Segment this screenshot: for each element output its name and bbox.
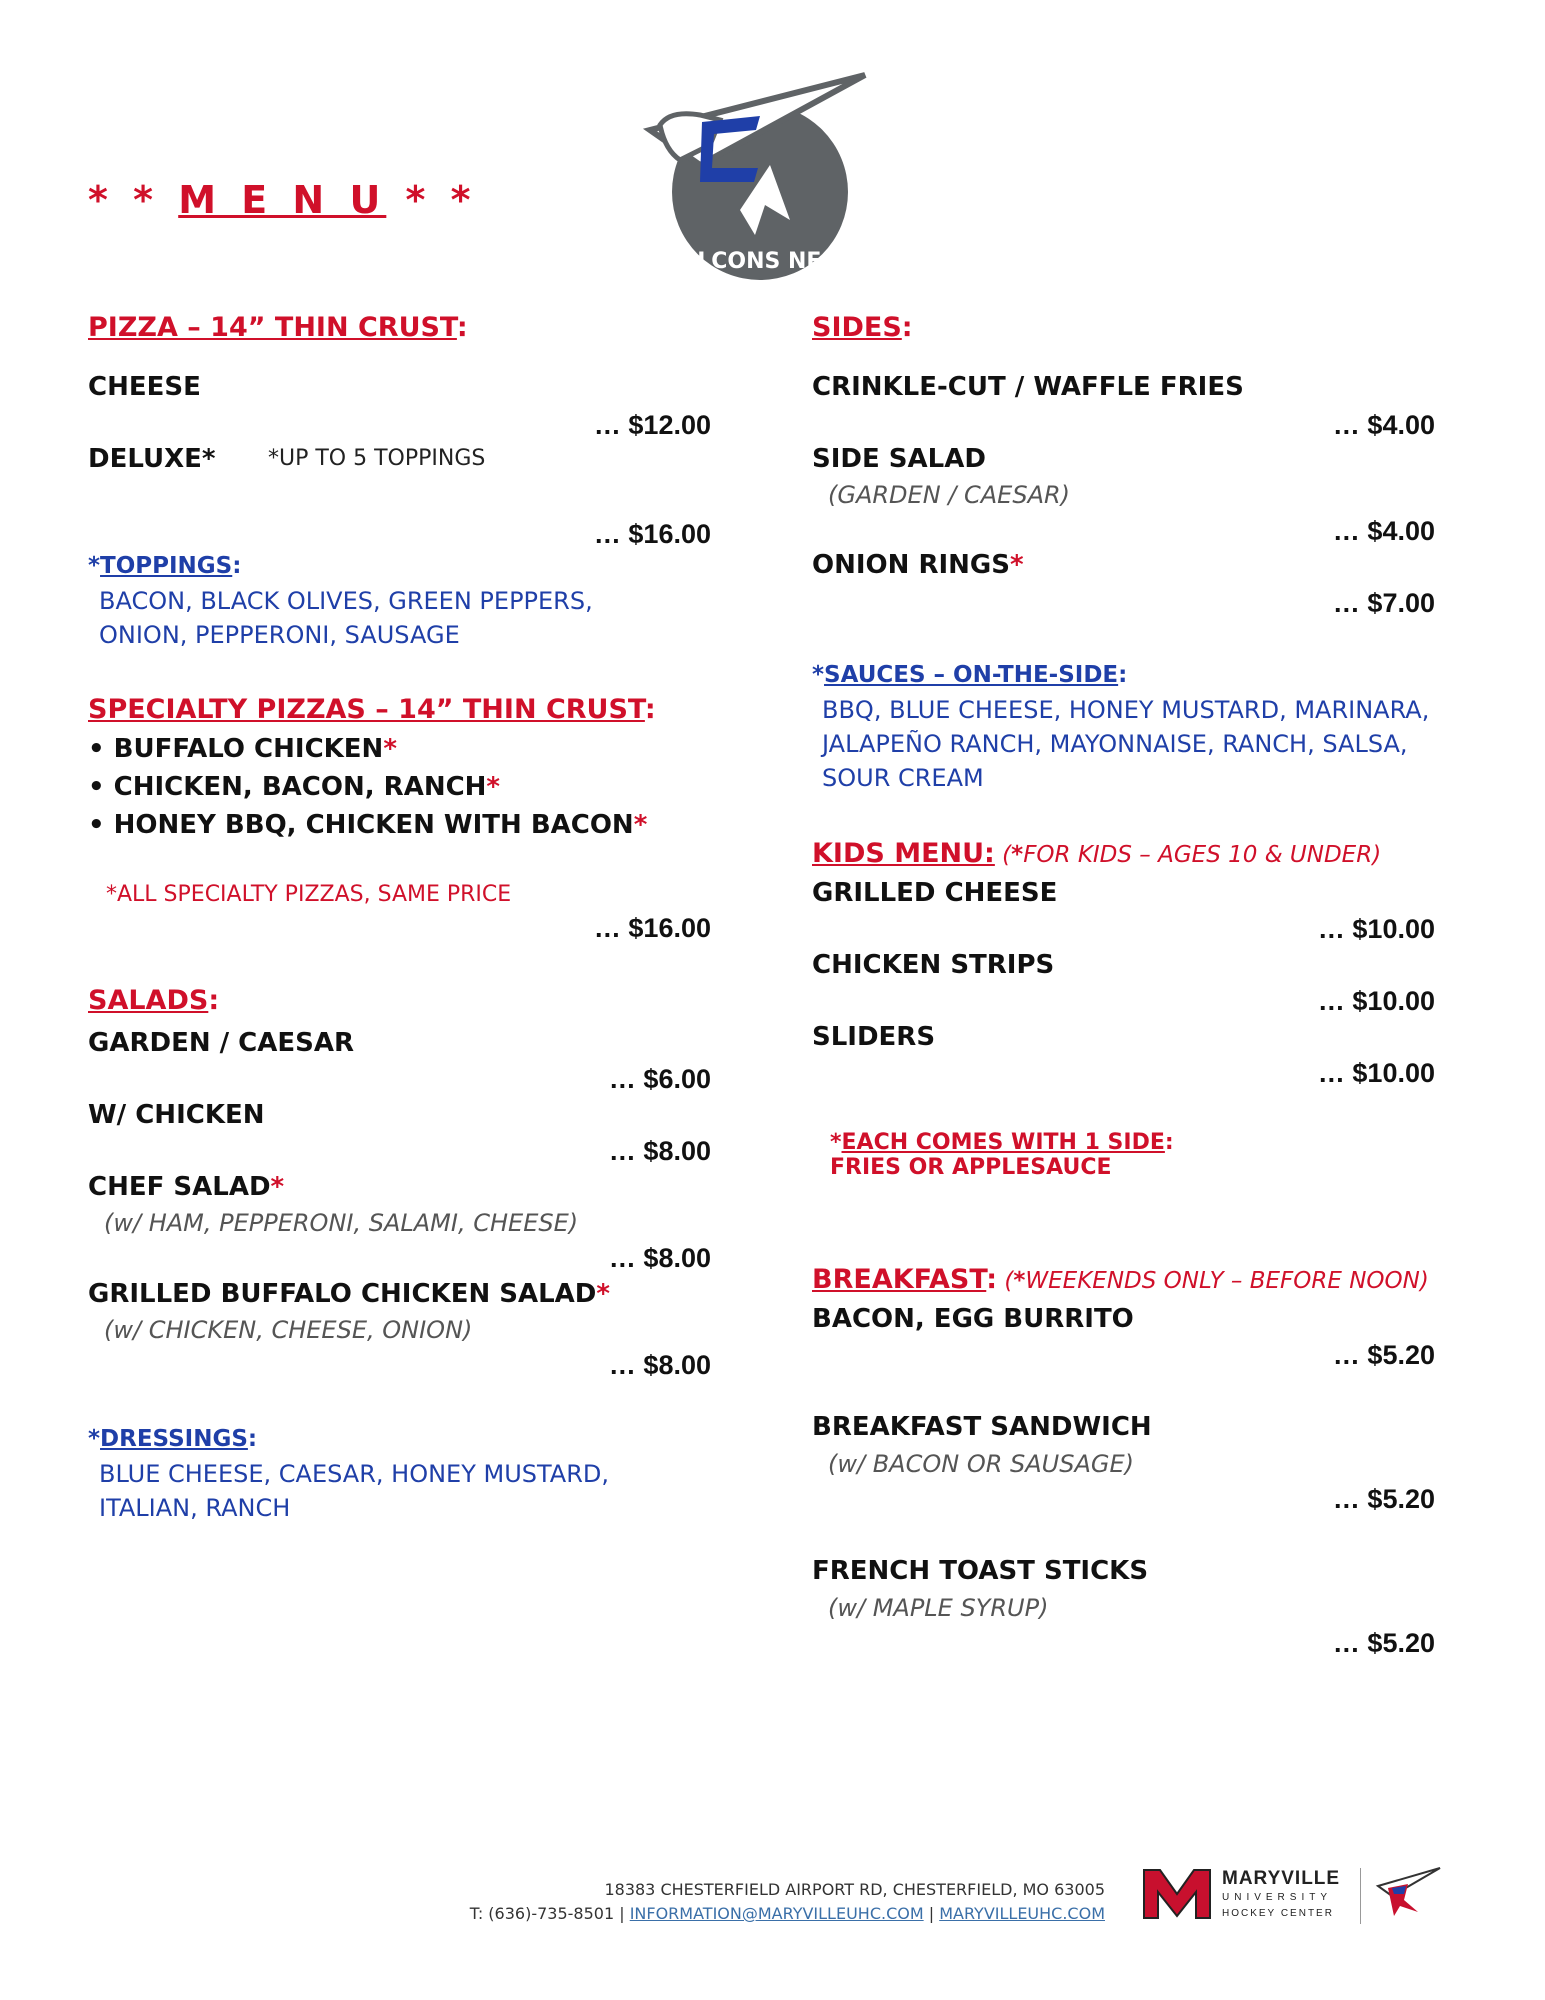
side-salad-desc: (GARDEN / CAESAR): [828, 481, 1071, 509]
footer-contact: [470, 1878, 1105, 1926]
footer-contact-line: T: (636)-735-8501 | INFORMATION@MARYVILLEUHC.COM | MARYVILLEUHC.COM: [469, 1904, 1105, 1923]
website-link[interactable]: MARYVILLEUHC.COM: [939, 1904, 1105, 1923]
chef-salad-desc: (w/ HAM, PEPPERONI, SALAMI, CHEESE): [104, 1209, 579, 1237]
sliders-price: … $10.00: [1317, 1058, 1435, 1088]
falcon-mark-icon: [1374, 1866, 1444, 1920]
breakfast-sandwich: BREAKFAST SANDWICH: [812, 1412, 1152, 1442]
garden-salad: GARDEN / CAESAR: [88, 1028, 355, 1058]
brand-university: UNIVERSITY: [1222, 1892, 1333, 1903]
email-link[interactable]: INFORMATION@MARYVILLEUHC.COM: [629, 1904, 924, 1923]
buffalo-chicken-salad-price: … $8.00: [608, 1350, 711, 1380]
deluxe-pizza: DELUXE*: [88, 444, 216, 474]
chef-salad-price: … $8.00: [608, 1243, 711, 1273]
grilled-cheese-price: … $10.00: [1317, 914, 1435, 944]
dressings-heading: *DRESSINGS:: [88, 1426, 258, 1452]
maryville-m-logo: [1142, 1864, 1212, 1924]
buffalo-chicken-salad: GRILLED BUFFALO CHICKEN SALAD*: [88, 1279, 610, 1309]
falcons-nest-logo: [640, 70, 870, 290]
toppings-list: BACON, BLACK OLIVES, GREEN PEPPERS, ONION, PEPPERONI, SAUSAGE: [99, 587, 593, 649]
brand-divider: [1360, 1868, 1361, 1924]
fries: CRINKLE-CUT / WAFFLE FRIES: [812, 372, 1244, 402]
onion-rings: ONION RINGS*: [812, 550, 1024, 580]
bacon-egg-burrito: BACON, EGG BURRITO: [812, 1304, 1134, 1334]
deluxe-pizza-price: … $16.00: [593, 519, 711, 549]
french-toast-sticks-price: … $5.20: [1332, 1628, 1435, 1658]
footer-address: 18383 CHESTERFIELD AIRPORT RD, CHESTERFIELD, MO 63005: [604, 1880, 1105, 1899]
side-salad-price: … $4.00: [1332, 516, 1435, 546]
french-toast-sticks-desc: (w/ MAPLE SYRUP): [828, 1594, 1049, 1622]
fries-price: … $4.00: [1332, 410, 1435, 440]
salad-with-chicken: W/ CHICKEN: [88, 1100, 265, 1130]
french-toast-sticks: FRENCH TOAST STICKS: [812, 1556, 1149, 1586]
sliders: SLIDERS: [812, 1022, 936, 1052]
brand-hockey-center: HOCKEY CENTER: [1222, 1908, 1334, 1919]
specialty-item: • BUFFALO CHICKEN*: [88, 734, 397, 764]
sauces-heading: *SAUCES – ON-THE-SIDE:: [812, 662, 1128, 688]
specialty-heading: SPECIALTY PIZZAS – 14” THIN CRUST:: [88, 694, 656, 725]
sauces-list: BBQ, BLUE CHEESE, HONEY MUSTARD, MARINARA, JALAPEÑO RANCH, MAYONNAISE, RANCH, SALSA, SOUR CREAM: [822, 696, 1430, 792]
brand-maryville: MARYVILLE: [1222, 1868, 1341, 1889]
specialty-price: … $16.00: [593, 913, 711, 943]
side-salad: SIDE SALAD: [812, 444, 986, 474]
onion-rings-price: … $7.00: [1332, 588, 1435, 618]
sides-heading: SIDES:: [812, 312, 913, 343]
toppings-heading: *TOPPINGS:: [88, 553, 242, 579]
salad-with-chicken-price: … $8.00: [608, 1136, 711, 1166]
breakfast-heading: BREAKFAST: (*WEEKENDS ONLY – BEFORE NOON): [812, 1264, 1429, 1295]
chef-salad: CHEF SALAD*: [88, 1172, 285, 1202]
grilled-cheese: GRILLED CHEESE: [812, 878, 1058, 908]
menu-title: * * M E N U * *: [88, 178, 477, 222]
breakfast-sandwich-price: … $5.20: [1332, 1484, 1435, 1514]
chicken-strips: CHICKEN STRIPS: [812, 950, 1055, 980]
garden-salad-price: … $6.00: [608, 1064, 711, 1094]
bacon-egg-burrito-price: … $5.20: [1332, 1340, 1435, 1370]
dressings-list: BLUE CHEESE, CAESAR, HONEY MUSTARD, ITALIAN, RANCH: [99, 1460, 610, 1522]
specialty-note: *ALL SPECIALTY PIZZAS, SAME PRICE: [106, 882, 512, 907]
chicken-strips-price: … $10.00: [1317, 986, 1435, 1016]
logo-text: FALCONS NEST: [667, 249, 853, 274]
deluxe-note: *UP TO 5 TOPPINGS: [268, 446, 486, 471]
kids-menu-heading: KIDS MENU: (*FOR KIDS – AGES 10 & UNDER): [812, 838, 1382, 869]
kids-side-note: *EACH COMES WITH 1 SIDE: FRIES OR APPLESAUCE: [830, 1130, 1174, 1180]
breakfast-sandwich-desc: (w/ BACON OR SAUSAGE): [828, 1450, 1135, 1478]
buffalo-chicken-salad-desc: (w/ CHICKEN, CHEESE, ONION): [104, 1316, 473, 1344]
specialty-item: • CHICKEN, BACON, RANCH*: [88, 772, 501, 802]
cheese-pizza: CHEESE: [88, 372, 201, 402]
pizza-heading: PIZZA – 14” THIN CRUST:: [88, 312, 468, 343]
specialty-item: • HONEY BBQ, CHICKEN WITH BACON*: [88, 810, 648, 840]
cheese-pizza-price: … $12.00: [593, 410, 711, 440]
salads-heading: SALADS:: [88, 985, 220, 1016]
